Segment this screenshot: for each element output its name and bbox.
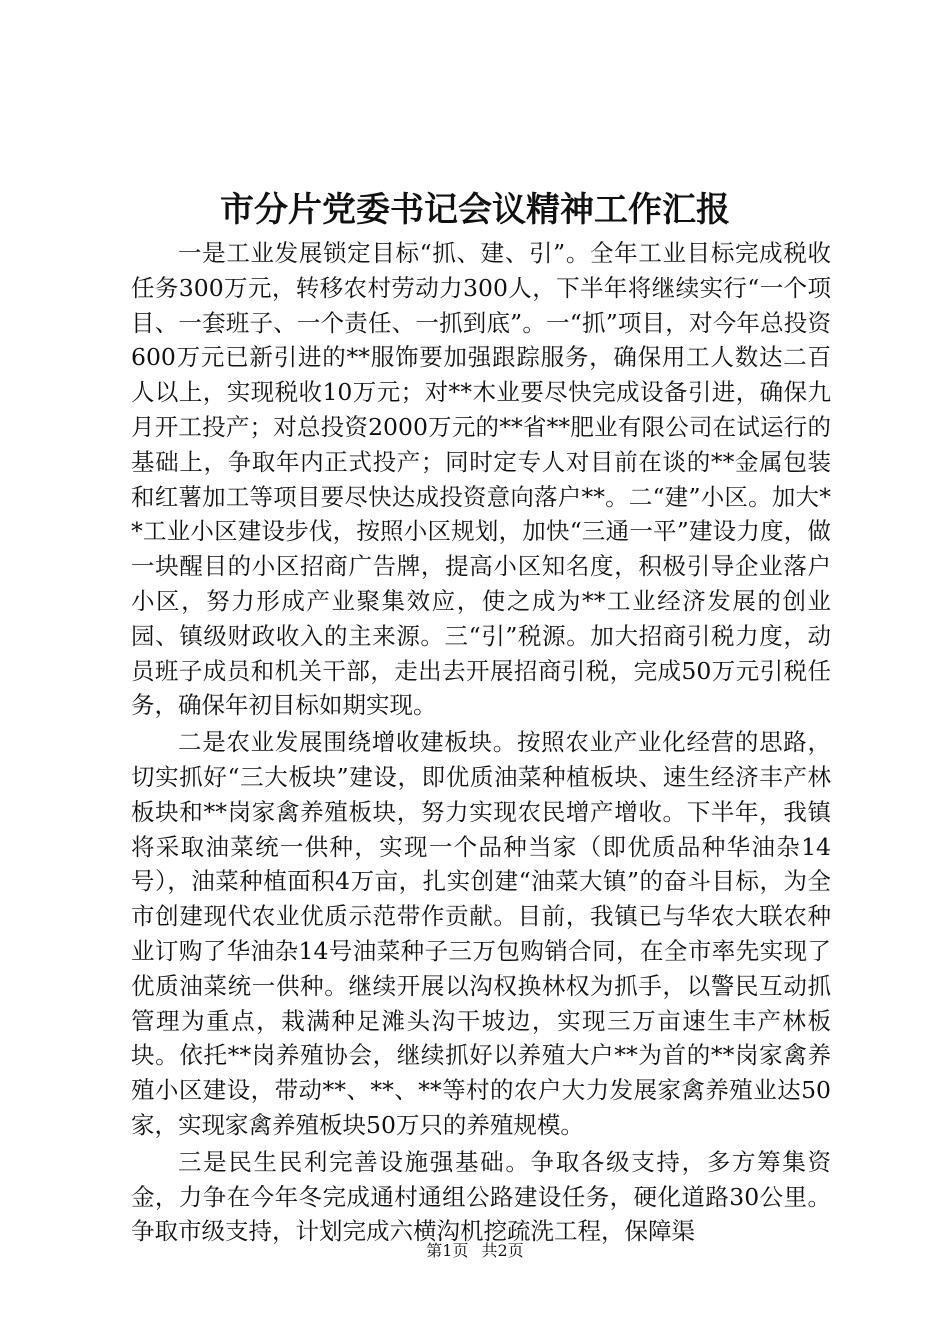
document-body (131, 236, 831, 1249)
page-footer (0, 1240, 950, 1262)
document-title: 市分片党委书记会议精神工作汇报 (220, 190, 730, 230)
paragraph-livelihood: 三是民生民利完善设施强基础。争取各级支持，多方筹集资金，力争在今年冬完成通村通组公路建设任务，硬化道路30公里。争取市级支持，计划完成六横沟机挖疏洗工程，保障渠 (131, 1147, 831, 1246)
page-number: 第1页 (426, 1241, 469, 1260)
paragraph-agriculture: 二是农业发展围绕增收建板块。按照农业产业化经营的思路，切实抓好“三大板块”建设，即优质油菜种植板块、速生经济丰产林板块和**岗家禽养殖板块，努力实现农民增产增收。下半年，我镇将采取油菜统一供种，实现一个品种当家（即优质品种华油杂14号），油菜种植面积4万亩，扎实创建“油菜大镇”的奋斗目标，为全市创建现代农业优质示范带作贡献。目前，我镇已与华农大联农种业订购了华油杂14号油菜种子三万包购销合同，在全市率先实现了优质油菜统一供种。继续开展以沟权换林权为抓手，以警民互动抓管理为重点，栽满种足滩头沟干坡边，实现三万亩速生丰产林板块。依托**岗养殖协会，继续抓好以养殖大户**为首的**岗家禽养殖小区建设，带动**、**、**等村的农户大力发展家禽养殖业达50家，实现家禽养殖板块50万只的养殖规模。 (131, 728, 831, 1139)
paragraph-industry: 一是工业发展锁定目标“抓、建、引”。全年工业目标完成税收任务300万元，转移农村劳动力300人，下半年将继续实行“一个项目、一套班子、一个责任、一抓到底”。一“抓”项目，对今年总投资600万元已新引进的**服饰要加强跟踪服务，确保用工人数达二百人以上，实现税收10万元；对**木业要尽快完成设备引进，确保九月开工投产；对总投资2000万元的**省**肥业有限公司在试运行的基础上，争取年内正式投产；同时定专人对目前在谈的**金属包装和红薯加工等项目要尽快达成投资意向落户**。二“建”小区。加大**工业小区建设步伐，按照小区规划，加快“三通一平”建设力度，做一块醒目的小区招商广告牌，提高小区知名度，积极引导企业落户小区，努力形成产业聚集效应，使之成为**工业经济发展的创业园、镇级财政收入的主来源。三“引”税源。加大招商引税力度，动员班子成员和机关干部，走出去开展招商引税，完成50万元引税任务，确保年初目标如期实现。 (131, 239, 831, 720)
page-total: 共2页 (481, 1241, 524, 1260)
